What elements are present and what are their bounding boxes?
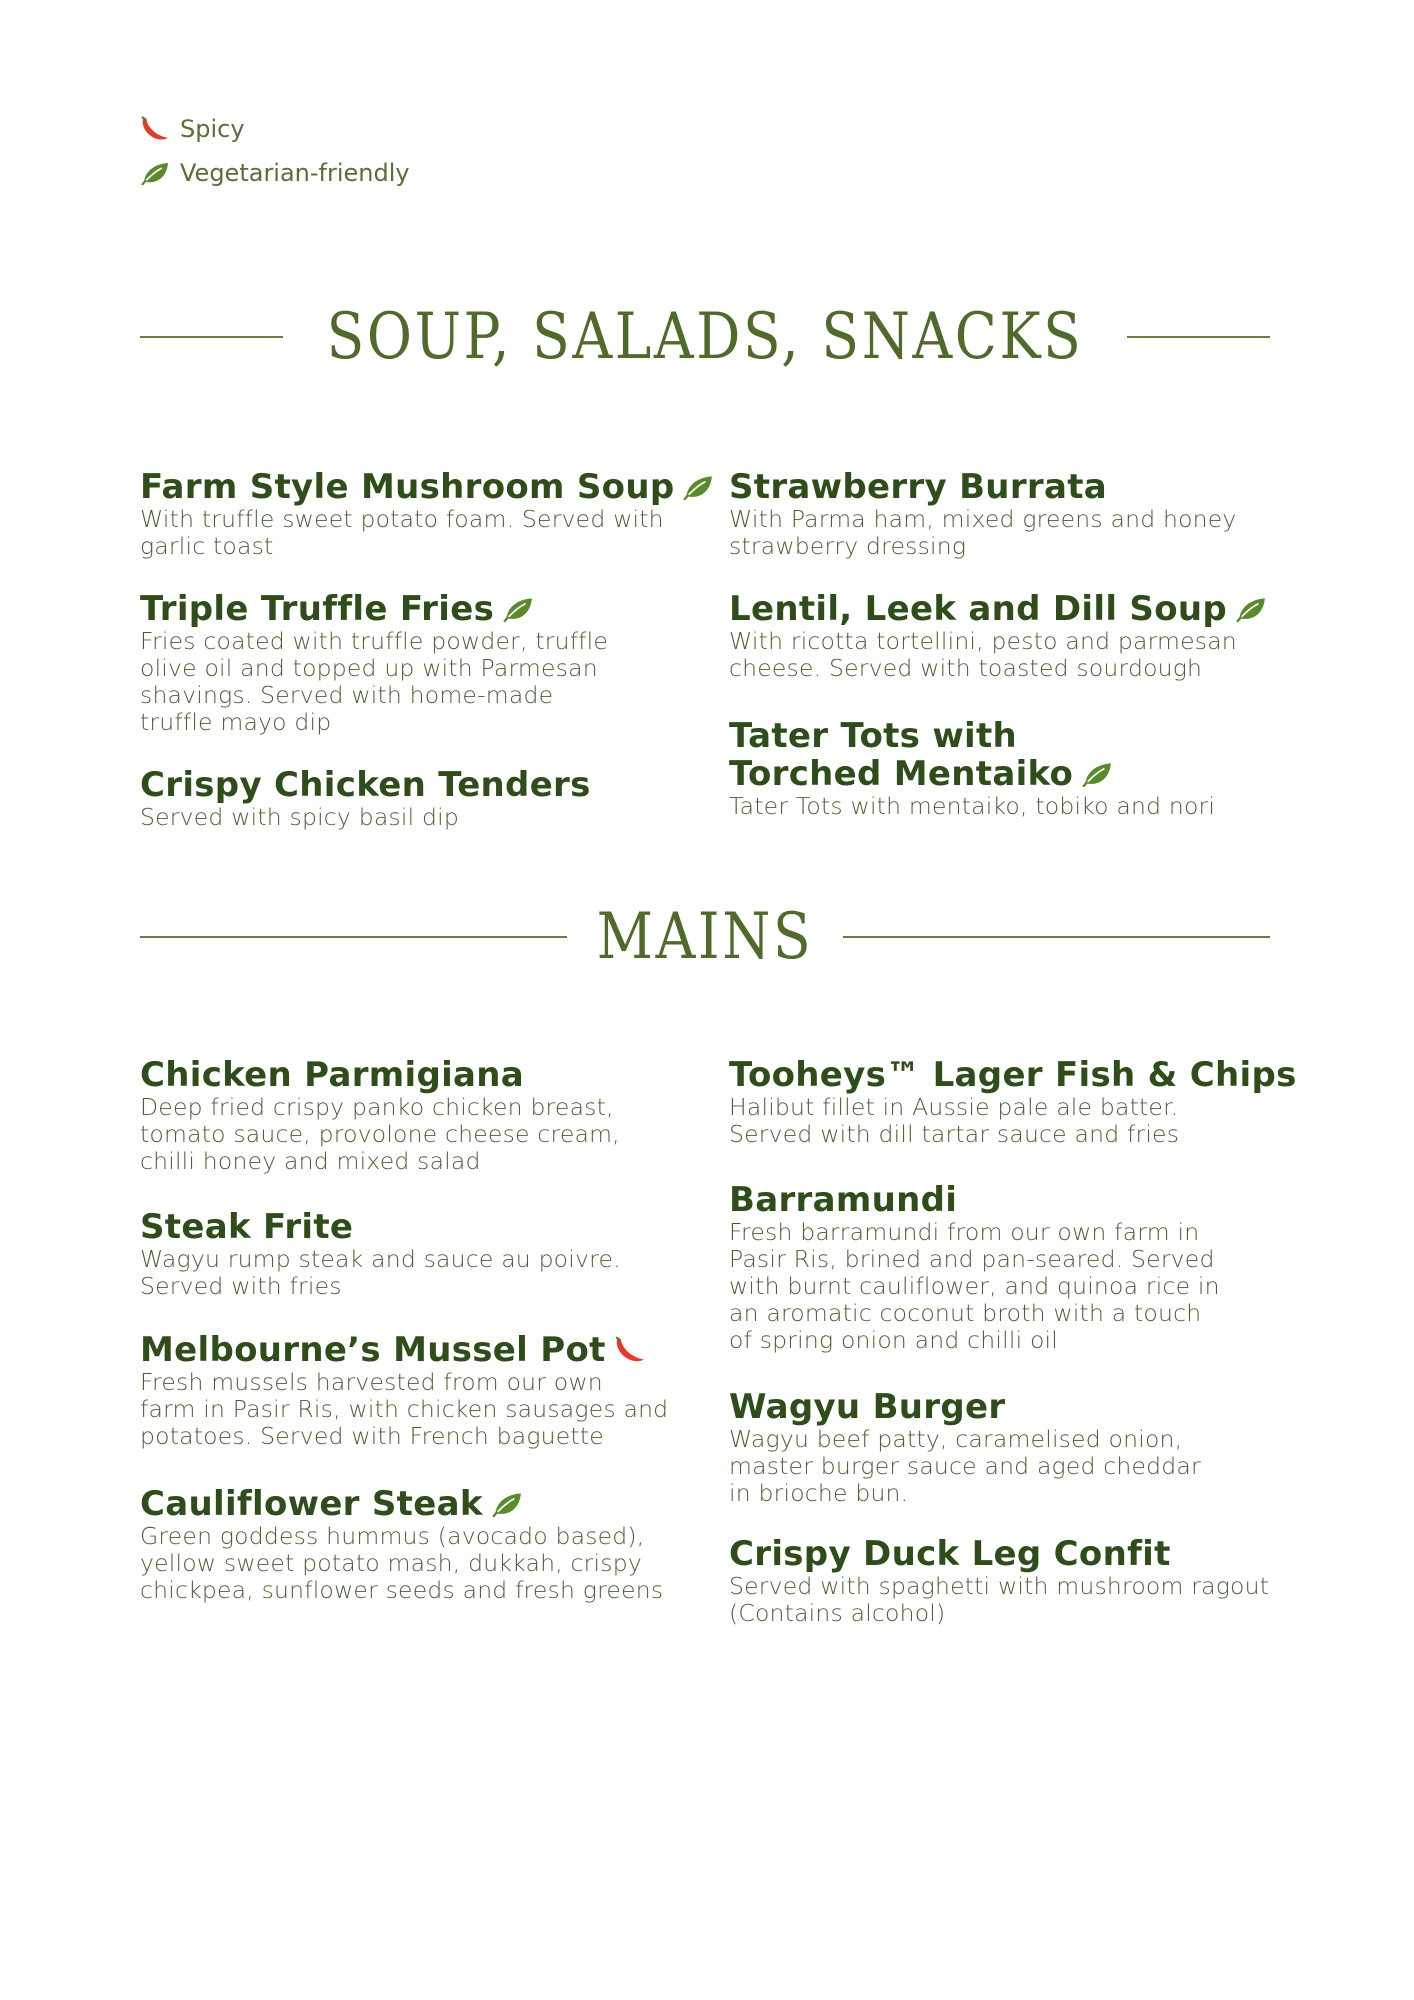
divider-line (1127, 336, 1270, 338)
menu-item-name: Cauliflower Steak (140, 1485, 663, 1523)
menu-item-description: Wagyu rump steak and sauce au poivre. Served with fries (140, 1245, 621, 1300)
menu-item-description: Tater Tots with mentaiko, tobiko and nori (729, 792, 1216, 820)
menu-item-name: Triple Truffle Fries (140, 590, 608, 628)
menu-item (729, 1388, 1201, 1507)
divider-line (140, 336, 283, 338)
spicy-icon (614, 1336, 646, 1364)
vegetarian-icon (491, 1490, 523, 1518)
legend-spicy (140, 112, 410, 146)
menu-item-name: Torched Mentaiko (729, 755, 1215, 793)
menu-item (729, 1181, 1220, 1354)
menu-item-description: With ricotta tortellini, pesto and parmesan cheese. Served with toasted sourdough (729, 627, 1237, 682)
menu-item-name: Lentil, Leek and Dill Soup (729, 590, 1267, 628)
vegetarian-icon (1235, 595, 1267, 623)
menu-item-description: Halibut fillet in Aussie pale ale batter. Served with dill tartar sauce and fries (729, 1093, 1180, 1148)
vegetarian-icon (682, 473, 714, 501)
menu-item (729, 1535, 1269, 1627)
menu-item (729, 468, 1237, 560)
menu-item-description: With Parma ham, mixed greens and honey strawberry dressing (729, 505, 1237, 560)
vegetarian-icon (1081, 760, 1113, 788)
menu-item-name: Melbourne’s Mussel Pot (140, 1331, 668, 1369)
menu-item-name: Crispy Duck Leg Confit (729, 1534, 1171, 1574)
section-header-mains (140, 900, 1270, 974)
legend-vegetarian (140, 156, 410, 190)
section-title: SOUP, SALADS, SNACKS (326, 300, 1084, 374)
menu-item (140, 468, 714, 560)
menu-item-description: Served with spaghetti with mushroom ragout (Contains alcohol) (729, 1572, 1270, 1627)
menu-item (729, 590, 1267, 682)
menu-item-name: Tooheys™ Lager Fish & Chips (729, 1055, 1297, 1095)
vegetarian-icon (502, 595, 534, 623)
menu-item-name: Farm Style Mushroom Soup (140, 468, 714, 506)
menu-item (140, 1485, 663, 1604)
menu-item (140, 590, 608, 736)
menu-item-description: Green goddess hummus (avocado based), yellow sweet potato mash, dukkah, crispy chickpea, sunflower seeds and fresh greens (140, 1522, 664, 1604)
legend (140, 112, 410, 200)
menu-item-name: Wagyu Burger (729, 1387, 1006, 1427)
section-header-soups (140, 300, 1270, 374)
divider-line (843, 936, 1270, 938)
menu-item-name: Chicken Parmigiana (140, 1055, 525, 1095)
leaf-icon (140, 160, 170, 186)
menu-item-name: Barramundi (729, 1180, 958, 1220)
menu-item-description: Deep fried crispy panko chicken breast, tomato sauce, provolone cheese cream, chilli honey and mixed salad (140, 1093, 620, 1175)
chilli-icon (140, 116, 170, 142)
menu-item (729, 1056, 1297, 1148)
menu-item (140, 1208, 621, 1300)
menu-item-name: Steak Frite (140, 1207, 354, 1247)
legend-spicy-label: Spicy (180, 115, 245, 143)
menu-item-name: Crispy Chicken Tenders (140, 765, 591, 805)
divider-line (140, 936, 567, 938)
menu-item-name: Strawberry Burrata (729, 467, 1107, 507)
menu-item-description: Fries coated with truffle powder, truffle olive oil and topped up with Parmesan shavings. Served with home-made truffle mayo dip (140, 627, 609, 736)
menu-item-description: Fresh mussels harvested from our own farm in Pasir Ris, with chicken sausages and potatoes. Served with French baguette (140, 1368, 669, 1450)
menu-item-description: Wagyu beef patty, caramelised onion, master burger sauce and aged cheddar in brioche bun. (729, 1425, 1201, 1507)
menu-item-description: Served with spicy basil dip (140, 803, 459, 831)
menu-item (729, 717, 1215, 820)
menu-item-description: Fresh barramundi from our own farm in Pasir Ris, brined and pan-seared. Served with burnt cauliflower, and quinoa rice in an aromatic coconut broth with a touch of spring onion and chilli oil (729, 1218, 1220, 1354)
menu-item (140, 1331, 668, 1450)
menu-item (140, 1056, 620, 1175)
menu-item-name-line: Tater Tots with (729, 716, 1018, 756)
menu-item (140, 766, 591, 831)
section-title: MAINS (596, 900, 814, 974)
menu-item-description: With truffle sweet potato foam. Served with garlic toast (140, 505, 664, 560)
legend-vegetarian-label: Vegetarian-friendly (180, 159, 410, 187)
